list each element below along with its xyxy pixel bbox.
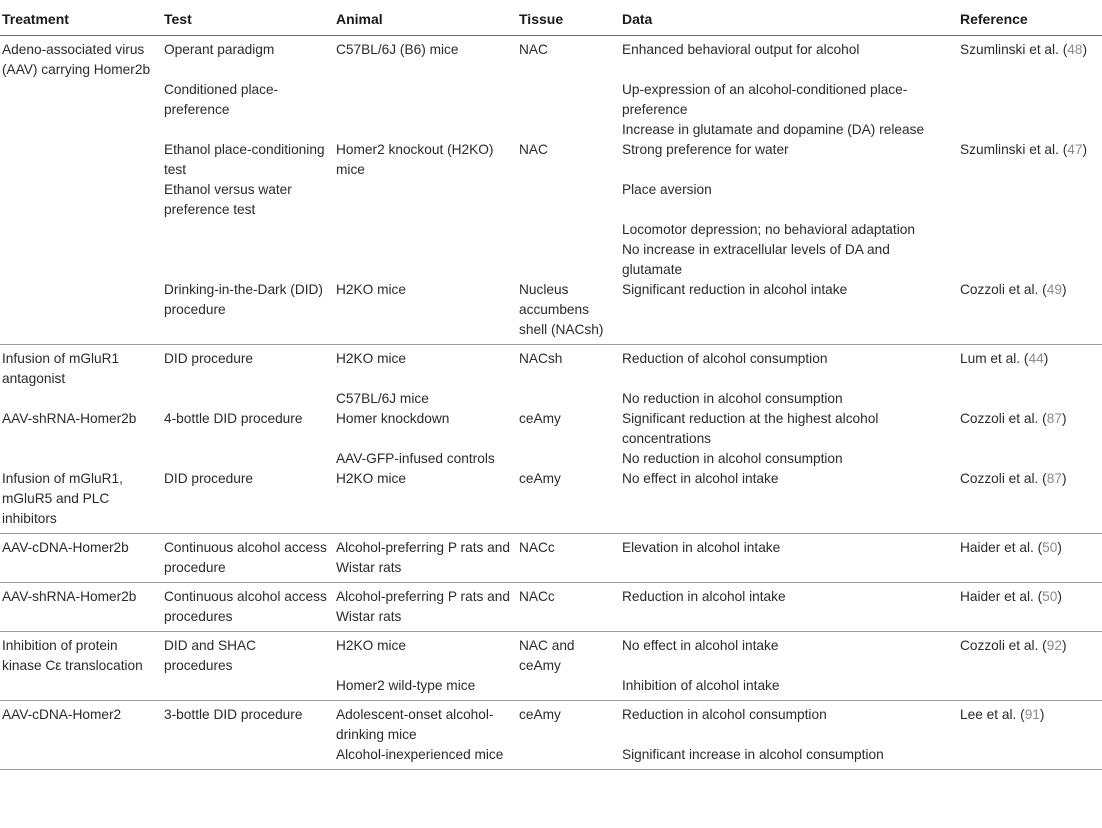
reference-text: Haider et al. ( — [960, 540, 1043, 555]
cell-reference — [960, 80, 1102, 120]
reference-text: Cozzoli et al. ( — [960, 638, 1047, 653]
reference-close-paren: ) — [1061, 471, 1067, 486]
cell-data: No increase in extracellular levels of DA and glutamate — [622, 242, 890, 277]
cell-data: No reduction in alcohol consumption — [622, 451, 843, 466]
reference-text: Szumlinski et al. ( — [960, 42, 1068, 57]
cell-treatment: Adeno-associated virus (AAV) carrying Homer2b — [2, 42, 151, 77]
reference-number-link[interactable]: 92 — [1046, 638, 1062, 653]
cell-test: Continuous alcohol access procedures — [164, 583, 336, 632]
cell-test — [164, 240, 336, 280]
cell-animal: H2KO mice — [336, 638, 406, 653]
reference-close-paren: ) — [1061, 411, 1067, 426]
cell-tissue — [519, 220, 622, 240]
header-tissue: Tissue — [519, 0, 622, 36]
cell-data: No effect in alcohol intake — [622, 469, 960, 534]
cell-data: Inhibition of alcohol intake — [622, 676, 960, 701]
cell-test — [164, 449, 336, 469]
reference-close-paren: ) — [1061, 282, 1067, 297]
cell-tissue: NAC — [519, 42, 548, 57]
cell-treatment — [0, 80, 164, 120]
cell-reference — [960, 120, 1102, 140]
cell-treatment: AAV-shRNA-Homer2b — [2, 411, 137, 426]
cell-treatment: AAV-shRNA-Homer2b — [0, 583, 164, 632]
row-group — [0, 534, 1102, 583]
cell-test — [164, 120, 336, 140]
table-row — [0, 280, 1102, 345]
reference-text: Cozzoli et al. ( — [960, 411, 1047, 426]
cell-animal: AAV-GFP-infused controls — [336, 451, 495, 466]
cell-tissue — [519, 240, 622, 280]
cell-test: Continuous alcohol access procedure — [164, 534, 336, 583]
cell-reference — [960, 240, 1102, 280]
table-row — [0, 745, 1102, 770]
reference-number-link[interactable]: 50 — [1042, 540, 1058, 555]
cell-test: Ethanol place-conditioning test — [164, 142, 325, 177]
header-data: Data — [622, 0, 960, 36]
cell-reference — [960, 676, 1102, 701]
cell-treatment — [0, 120, 164, 140]
cell-treatment — [0, 745, 164, 770]
row-group — [0, 345, 1102, 534]
cell-tissue: NACc — [519, 534, 622, 583]
cell-tissue: NACsh — [519, 351, 563, 366]
cell-reference — [960, 180, 1102, 220]
row-group — [0, 701, 1102, 770]
table-row — [0, 120, 1102, 140]
cell-animal: Alcohol-inexperienced mice — [336, 745, 519, 770]
cell-tissue: ceAmy — [519, 411, 561, 426]
cell-data: No effect in alcohol intake — [622, 638, 779, 653]
cell-test: Ethanol versus water preference test — [164, 182, 292, 217]
cell-animal: C57BL/6J (B6) mice — [336, 42, 459, 57]
table-row — [0, 632, 1102, 677]
reference-text: Szumlinski et al. ( — [960, 142, 1068, 157]
cell-treatment: AAV-cDNA-Homer2b — [0, 534, 164, 583]
row-group — [0, 632, 1102, 701]
table-row — [0, 140, 1102, 180]
cell-test — [164, 676, 336, 701]
cell-data: Significant reduction at the highest alcohol concentrations — [622, 411, 879, 446]
reference-text: Lee et al. ( — [960, 707, 1025, 722]
cell-treatment — [0, 676, 164, 701]
cell-animal: Alcohol-preferring P rats and Wistar rats — [336, 534, 519, 583]
reference-close-paren: ) — [1057, 540, 1062, 555]
cell-data: Increase in glutamate and dopamine (DA) release — [622, 122, 925, 137]
table-row — [0, 701, 1102, 746]
cell-reference — [960, 449, 1102, 469]
cell-animal: Adolescent-onset alcohol-drinking mice — [336, 707, 494, 742]
cell-treatment: Infusion of mGluR1, mGluR5 and PLC inhibitors — [0, 469, 164, 534]
cell-data: Reduction in alcohol intake — [622, 583, 960, 632]
reference-number-link[interactable]: 87 — [1046, 471, 1062, 486]
cell-test — [164, 745, 336, 770]
cell-reference — [960, 534, 1102, 583]
cell-animal: H2KO mice — [336, 280, 519, 345]
reference-text: Lum et al. ( — [960, 351, 1029, 366]
cell-treatment — [0, 240, 164, 280]
cell-tissue — [519, 120, 622, 140]
reference-number-link[interactable]: 44 — [1028, 351, 1044, 366]
cell-test: 3-bottle DID procedure — [164, 707, 303, 722]
cell-reference — [960, 745, 1102, 770]
table-row — [0, 583, 1102, 632]
cell-treatment — [0, 180, 164, 220]
cell-treatment: Infusion of mGluR1 antagonist — [2, 351, 120, 386]
cell-test: 4-bottle DID procedure — [164, 411, 303, 426]
cell-treatment — [0, 140, 164, 180]
reference-number-link[interactable]: 49 — [1046, 282, 1062, 297]
cell-tissue: NAC and ceAmy — [519, 638, 575, 673]
cell-data: Up-expression of an alcohol-conditioned place-preference — [622, 82, 908, 117]
cell-data: Reduction in alcohol consumption — [622, 707, 827, 722]
cell-data: No reduction in alcohol consumption — [622, 391, 843, 406]
cell-animal — [336, 220, 519, 240]
cell-reference — [960, 469, 1102, 534]
cell-treatment — [0, 449, 164, 469]
cell-reference — [960, 140, 1102, 180]
reference-close-paren: ) — [1061, 638, 1067, 653]
cell-animal — [336, 240, 519, 280]
cell-animal: Homer2 knockout (H2KO) mice — [336, 142, 494, 177]
table-row — [0, 345, 1102, 390]
cell-test: Operant paradigm — [164, 42, 275, 57]
cell-treatment — [0, 389, 164, 409]
cell-test — [164, 389, 336, 409]
cell-treatment — [0, 280, 164, 345]
reference-close-paren: ) — [1082, 142, 1088, 157]
table-row — [0, 80, 1102, 120]
reference-close-paren: ) — [1039, 707, 1045, 722]
cell-animal: H2KO mice — [336, 351, 406, 366]
cell-tissue — [519, 676, 622, 701]
reference-number-link[interactable]: 50 — [1042, 589, 1058, 604]
cell-reference — [960, 632, 1102, 677]
reference-close-paren: ) — [1043, 351, 1049, 366]
reference-text: Cozzoli et al. ( — [960, 282, 1047, 297]
table-row — [0, 180, 1102, 220]
cell-test: DID procedure — [164, 351, 254, 366]
cell-data: Reduction of alcohol consumption — [622, 351, 828, 366]
header-row — [0, 0, 1102, 36]
cell-reference — [960, 701, 1102, 746]
cell-data: Locomotor depression; no behavioral adaptation — [622, 222, 915, 237]
cell-tissue: NACc — [519, 583, 622, 632]
reference-text: Cozzoli et al. ( — [960, 471, 1047, 486]
cell-treatment — [0, 220, 164, 240]
table-row — [0, 469, 1102, 534]
table-row — [0, 534, 1102, 583]
cell-test: Conditioned place-preference — [164, 82, 279, 117]
cell-treatment: AAV-cDNA-Homer2 — [2, 707, 122, 722]
table-row — [0, 409, 1102, 449]
cell-data: Significant reduction in alcohol intake — [622, 280, 960, 345]
header-reference: Reference — [960, 0, 1102, 36]
cell-tissue — [519, 180, 622, 220]
cell-tissue — [519, 389, 622, 409]
reference-number-link[interactable]: 47 — [1067, 142, 1083, 157]
cell-reference — [960, 389, 1102, 409]
cell-tissue — [519, 80, 622, 120]
cell-treatment: Inhibition of protein kinase Cε translocation — [2, 638, 143, 673]
header-animal: Animal — [336, 0, 519, 36]
cell-reference — [960, 345, 1102, 390]
table-row — [0, 220, 1102, 240]
table-row — [0, 449, 1102, 469]
cell-tissue — [519, 745, 622, 770]
cell-reference — [960, 409, 1102, 449]
cell-animal: Homer2 wild-type mice — [336, 676, 519, 701]
reference-text: Haider et al. ( — [960, 589, 1043, 604]
cell-animal: Homer knockdown — [336, 411, 450, 426]
header-treatment: Treatment — [0, 0, 164, 36]
table-row — [0, 36, 1102, 81]
cell-tissue: Nucleus accumbens shell (NACsh) — [519, 280, 622, 345]
row-group — [0, 36, 1102, 345]
cell-tissue: ceAmy — [519, 707, 561, 722]
cell-reference — [960, 36, 1102, 81]
cell-data: Significant increase in alcohol consumption — [622, 745, 960, 770]
reference-close-paren: ) — [1057, 589, 1062, 604]
reference-number-link[interactable]: 48 — [1067, 42, 1083, 57]
cell-animal: H2KO mice — [336, 469, 519, 534]
table-row — [0, 676, 1102, 701]
table-row — [0, 389, 1102, 409]
cell-data: Place aversion — [622, 182, 712, 197]
cell-reference — [960, 220, 1102, 240]
cell-tissue: NAC — [519, 142, 548, 157]
cell-test: DID procedure — [164, 469, 336, 534]
cell-data: Enhanced behavioral output for alcohol — [622, 42, 860, 57]
cell-data: Strong preference for water — [622, 142, 789, 157]
cell-animal: C57BL/6J mice — [336, 391, 429, 406]
cell-animal: Alcohol-preferring P rats and Wistar rats — [336, 583, 519, 632]
row-group — [0, 583, 1102, 632]
reference-number-link[interactable]: 87 — [1046, 411, 1062, 426]
cell-test: DID and SHAC procedures — [164, 638, 257, 673]
cell-test — [164, 220, 336, 240]
table-row — [0, 240, 1102, 280]
cell-reference — [960, 583, 1102, 632]
cell-animal — [336, 120, 519, 140]
cell-tissue — [519, 449, 622, 469]
cell-animal — [336, 180, 519, 220]
reference-close-paren: ) — [1082, 42, 1088, 57]
cell-reference — [960, 280, 1102, 345]
cell-data: Elevation in alcohol intake — [622, 534, 960, 583]
cell-animal — [336, 80, 519, 120]
cell-tissue: ceAmy — [519, 469, 622, 534]
header-test: Test — [164, 0, 336, 36]
reference-number-link[interactable]: 91 — [1024, 707, 1040, 722]
cell-test: Drinking-in-the-Dark (DID) procedure — [164, 280, 336, 345]
